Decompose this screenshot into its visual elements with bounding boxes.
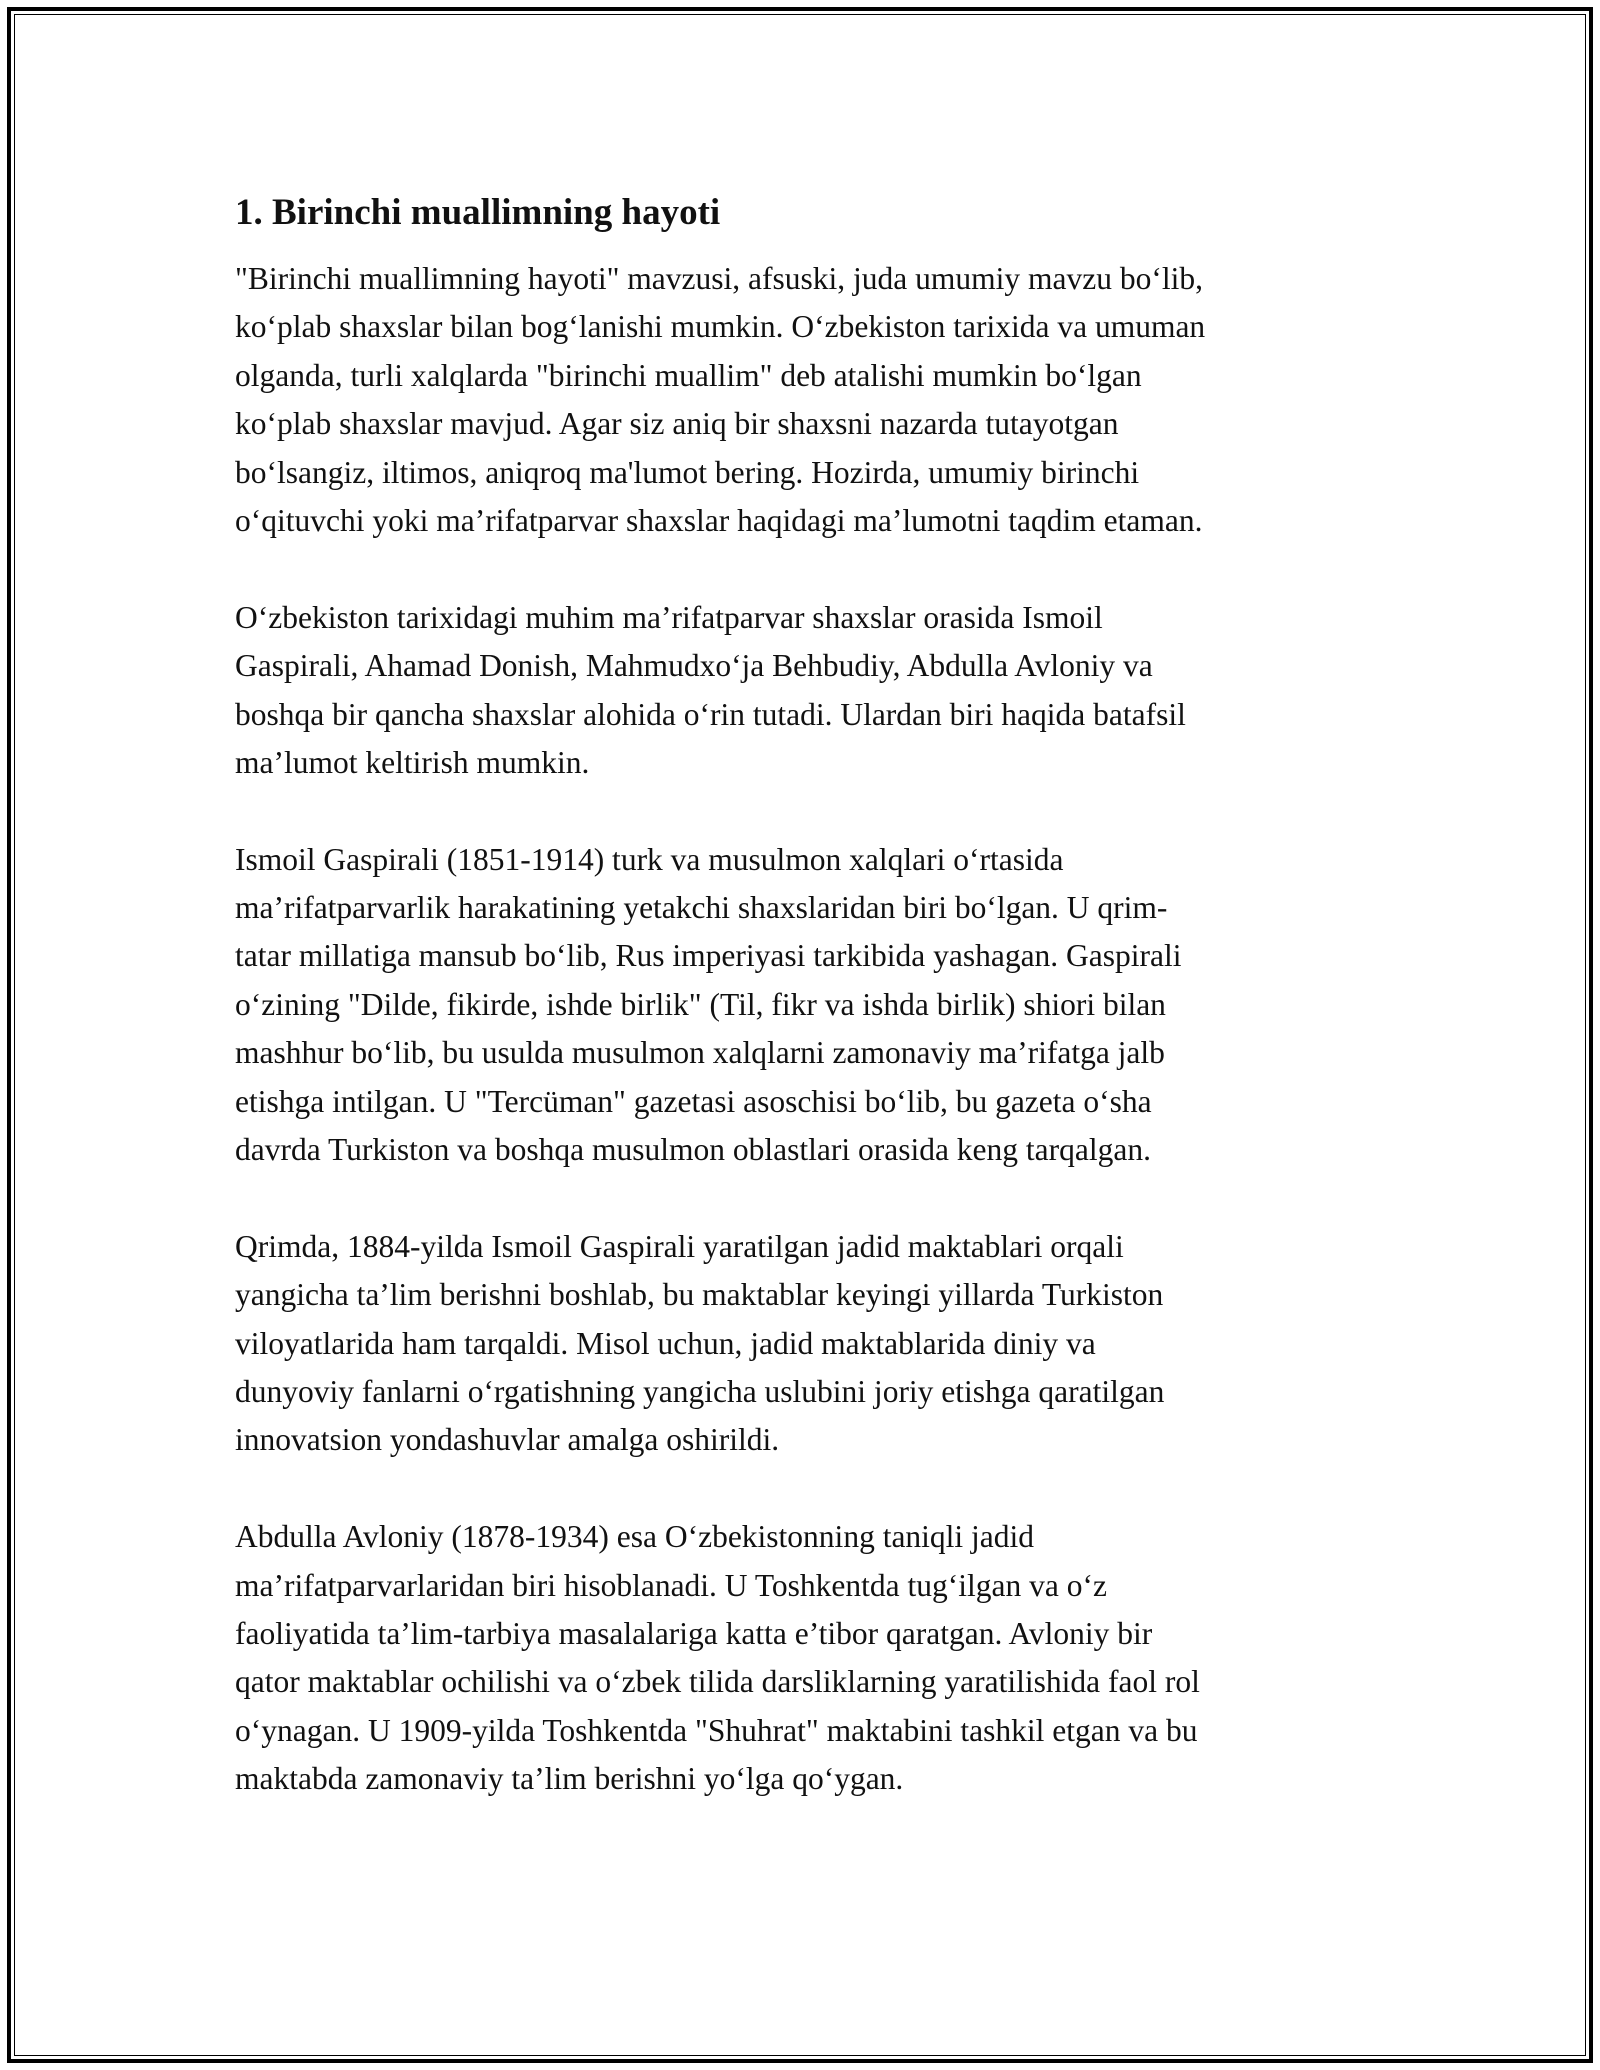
text-line: bo‘lsangiz, iltimos, aniqroq ma'lumot bering. Hozirda, umumiy birinchi [235, 454, 1140, 490]
text-line: o‘zining "Dilde, fikirde, ishde birlik" (Til, fikr va ishda birlik) shiori bilan [235, 986, 1166, 1022]
text-line: ko‘plab shaxslar bilan bog‘lanishi mumkin. O‘zbekiston tarixida va umuman [235, 309, 1206, 345]
text-line: dunyoviy fanlarni o‘rgatishning yangicha uslubini joriy etishga qaratilgan [235, 1373, 1165, 1409]
text-line: qator maktablar ochilishi va o‘zbek tilida darsliklarning yaratilishida faol rol [235, 1664, 1200, 1700]
text-line: viloyatlarida ham tarqaldi. Misol uchun, jadid maktablarida diniy va [235, 1325, 1096, 1361]
paragraph-gaspirali [235, 836, 1375, 1175]
text-line: yangicha ta’lim berishni boshlab, bu maktablar keyingi yillarda Turkiston [235, 1277, 1164, 1313]
text-line: O‘zbekiston tarixidagi muhim ma’rifatparvar shaxslar orasida Ismoil [235, 599, 1103, 635]
text-line: "Birinchi muallimning hayoti" mavzusi, afsuski, juda umumiy mavzu bo‘lib, [235, 261, 1203, 296]
text-line: innovatsion yondashuvlar amalga oshirildi. [235, 1422, 780, 1458]
text-line: davrda Turkiston va boshqa musulmon oblastlari orasida keng tarqalgan. [235, 1132, 1151, 1168]
text-line: o‘ynagan. U 1909-yilda Toshkentda "Shuhrat" maktabini tashkil etgan va bu [235, 1712, 1198, 1748]
text-line: Ismoil Gaspirali (1851-1914) turk va musulmon xalqlari o‘rtasida [235, 841, 1064, 877]
text-line: ma’rifatparvarlik harakatining yetakchi shaxslaridan biri bo‘lgan. U qrim- [235, 890, 1168, 926]
text-line: mashhur bo‘lib, bu usulda musulmon xalqlarni zamonaviy ma’rifatga jalb [235, 1035, 1165, 1071]
text-line: Gaspirali, Ahamad Donish, Mahmudxo‘ja Behbudiy, Abdulla Avloniy va [235, 648, 1153, 684]
text-line: Abdulla Avloniy (1878-1934) esa O‘zbekistonning taniqli jadid [235, 1519, 1035, 1555]
section-heading: 1. Birinchi muallimning hayoti [235, 192, 721, 233]
text-line: etishga intilgan. U "Tercüman" gazetasi asoschisi bo‘lib, bu gazeta o‘sha [235, 1083, 1152, 1119]
document-body [235, 188, 1375, 1852]
text-line: Qrimda, 1884-yilda Ismoil Gaspirali yaratilgan jadid maktablari orqali [235, 1228, 1124, 1264]
text-line: maktabda zamonaviy ta’lim berishni yo‘lga qo‘ygan. [235, 1761, 904, 1797]
paragraph-enlighteners [235, 594, 1375, 788]
text-line: faoliyatida ta’lim-tarbiya masalalariga katta e’tibor qaratgan. Avloniy bir [235, 1615, 1153, 1651]
text-line: ma’rifatparvarlaridan biri hisoblanadi. U Toshkentda tug‘ilgan va o‘z [235, 1567, 1107, 1603]
text-line: olganda, turli xalqlarda "birinchi muallim" deb atalishi mumkin bo‘lgan [235, 357, 1142, 393]
paragraph-avloniy [235, 1513, 1375, 1803]
text-line: tatar millatiga mansub bo‘lib, Rus imperiyasi tarkibida yashagan. Gaspirali [235, 938, 1182, 974]
paragraph-crimea-schools [235, 1223, 1375, 1465]
text-line: ko‘plab shaxslar mavjud. Agar siz aniq bir shaxsni nazarda tutayotgan [235, 406, 1119, 442]
text-line: ma’lumot keltirish mumkin. [235, 744, 590, 780]
text-line: o‘qituvchi yoki ma’rifatparvar shaxslar haqidagi ma’lumotni taqdim etaman. [235, 502, 1203, 538]
text-line: boshqa bir qancha shaxslar alohida o‘rin tutadi. Ulardan biri haqida batafsil [235, 696, 1186, 732]
paragraph-intro [235, 255, 1375, 545]
